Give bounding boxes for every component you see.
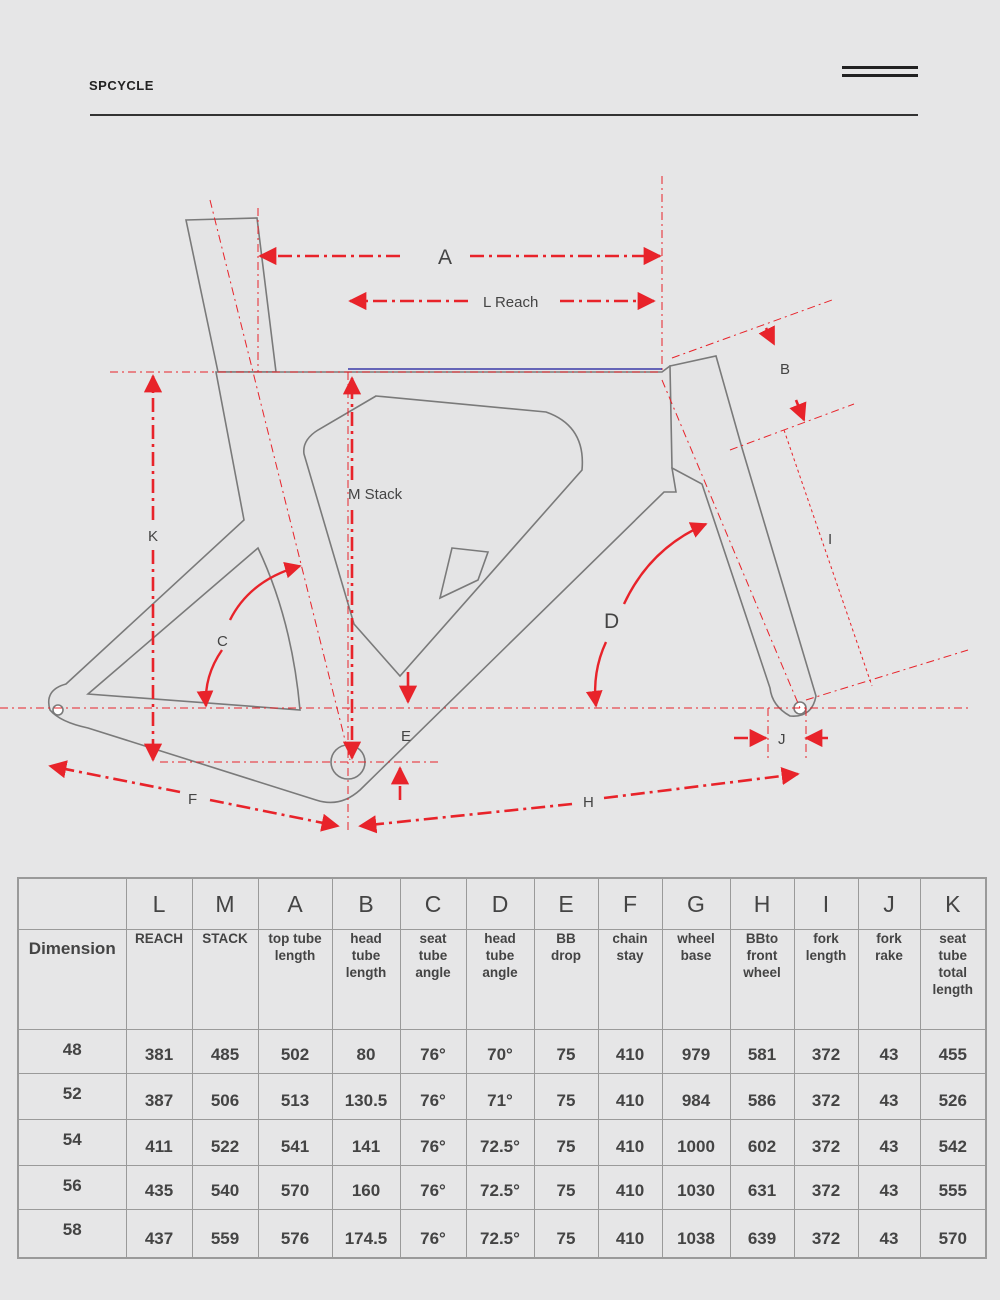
table-cell: 979 — [662, 1030, 730, 1074]
column-letter: E — [534, 878, 598, 930]
column-letter: F — [598, 878, 662, 930]
table-cell: 372 — [794, 1074, 858, 1120]
table-cell: 43 — [858, 1030, 920, 1074]
table-cell: 43 — [858, 1074, 920, 1120]
table-cell: 372 — [794, 1120, 858, 1166]
table-cell: 372 — [794, 1166, 858, 1210]
size-rows — [18, 1030, 986, 1258]
table-cell: 75 — [534, 1210, 598, 1258]
table-cell: 387 — [126, 1074, 192, 1120]
frame-size-cell: 56 — [18, 1166, 126, 1210]
table-cell: 76° — [400, 1030, 466, 1074]
frame-size-cell: 52 — [18, 1074, 126, 1120]
table-cell: 502 — [258, 1030, 332, 1074]
column-description: BBto front wheel — [730, 930, 794, 1030]
table-cell: 80 — [332, 1030, 400, 1074]
column-description: BB drop — [534, 930, 598, 1030]
table-cell: 555 — [920, 1166, 986, 1210]
column-description: STACK — [192, 930, 258, 1030]
column-description: top tube length — [258, 930, 332, 1030]
column-letter: A — [258, 878, 332, 930]
table-cell: 43 — [858, 1166, 920, 1210]
table-cell: 141 — [332, 1120, 400, 1166]
table-cell: 72.5° — [466, 1120, 534, 1166]
rear-dropout — [53, 705, 63, 715]
label-reach: L Reach — [483, 294, 539, 311]
table-cell: 76° — [400, 1166, 466, 1210]
label-b: B — [780, 361, 791, 378]
column-description: fork length — [794, 930, 858, 1030]
column-description: head tube angle — [466, 930, 534, 1030]
table-cell: 76° — [400, 1074, 466, 1120]
column-description: chain stay — [598, 930, 662, 1030]
label-stack: M Stack — [348, 486, 403, 503]
table-cell: 75 — [534, 1166, 598, 1210]
table-cell: 174.5 — [332, 1210, 400, 1258]
table-letter-row — [18, 878, 986, 930]
label-d: D — [604, 610, 620, 633]
table-cell: 72.5° — [466, 1166, 534, 1210]
label-f: F — [188, 791, 198, 808]
table-cell: 1038 — [662, 1210, 730, 1258]
table-cell: 984 — [662, 1074, 730, 1120]
table-cell: 513 — [258, 1074, 332, 1120]
table-cell: 576 — [258, 1210, 332, 1258]
column-description: fork rake — [858, 930, 920, 1030]
table-cell: 1030 — [662, 1166, 730, 1210]
table-cell: 586 — [730, 1074, 794, 1120]
dimension-label: Dimension — [18, 930, 126, 1030]
table-row — [18, 1074, 986, 1120]
table-cell: 1000 — [662, 1120, 730, 1166]
table-cell: 581 — [730, 1030, 794, 1074]
column-description: seat tube total length — [920, 930, 986, 1030]
table-corner — [18, 878, 126, 930]
column-letter: M — [192, 878, 258, 930]
table-cell: 75 — [534, 1074, 598, 1120]
table-cell: 541 — [258, 1120, 332, 1166]
seat-post — [186, 218, 276, 372]
brand-logo-text: SPCYCLE — [89, 78, 154, 93]
table-cell: 372 — [794, 1210, 858, 1258]
column-description: head tube length — [332, 930, 400, 1030]
column-letter: L — [126, 878, 192, 930]
table-cell: 540 — [192, 1166, 258, 1210]
column-letter: C — [400, 878, 466, 930]
table-cell: 410 — [598, 1166, 662, 1210]
table-cell: 526 — [920, 1074, 986, 1120]
column-letter: I — [794, 878, 858, 930]
table-cell: 485 — [192, 1030, 258, 1074]
table-row — [18, 1210, 986, 1258]
table-cell: 130.5 — [332, 1074, 400, 1120]
table-cell: 381 — [126, 1030, 192, 1074]
column-description: wheel base — [662, 930, 730, 1030]
frame-size-cell: 48 — [18, 1030, 126, 1074]
table-cell: 602 — [730, 1120, 794, 1166]
table-cell: 631 — [730, 1166, 794, 1210]
table-cell: 559 — [192, 1210, 258, 1258]
table-cell: 410 — [598, 1210, 662, 1258]
table-cell: 542 — [920, 1120, 986, 1166]
table-cell: 411 — [126, 1120, 192, 1166]
frame-size-cell: 54 — [18, 1120, 126, 1166]
column-letter: B — [332, 878, 400, 930]
table-row — [18, 1030, 986, 1074]
table-row — [18, 1120, 986, 1166]
label-j: J — [778, 731, 786, 748]
label-c: C — [217, 633, 228, 650]
table-cell: 76° — [400, 1210, 466, 1258]
column-letter: K — [920, 878, 986, 930]
column-description: seat tube angle — [400, 930, 466, 1030]
label-a: A — [438, 246, 453, 269]
column-letter: D — [466, 878, 534, 930]
column-letter: H — [730, 878, 794, 930]
table-cell: 43 — [858, 1210, 920, 1258]
table-cell: 639 — [730, 1210, 794, 1258]
geometry-table — [17, 877, 987, 1259]
table-cell: 76° — [400, 1120, 466, 1166]
label-k: K — [148, 528, 159, 545]
table-cell: 437 — [126, 1210, 192, 1258]
table-cell: 43 — [858, 1120, 920, 1166]
table-description-row — [18, 930, 986, 1030]
column-letter: G — [662, 878, 730, 930]
table-cell: 435 — [126, 1166, 192, 1210]
table-cell: 455 — [920, 1030, 986, 1074]
fork — [670, 356, 816, 716]
table-cell: 410 — [598, 1030, 662, 1074]
table-cell: 410 — [598, 1074, 662, 1120]
frame-size-cell: 58 — [18, 1210, 126, 1258]
table-cell: 70° — [466, 1030, 534, 1074]
table-cell: 570 — [258, 1166, 332, 1210]
table-cell: 75 — [534, 1120, 598, 1166]
table-cell: 522 — [192, 1120, 258, 1166]
label-h: H — [583, 794, 594, 811]
table-cell: 71° — [466, 1074, 534, 1120]
label-i: I — [828, 531, 833, 548]
label-e: E — [401, 728, 412, 745]
table-cell: 160 — [332, 1166, 400, 1210]
column-letter: J — [858, 878, 920, 930]
table-cell: 72.5° — [466, 1210, 534, 1258]
bike-frame — [49, 218, 816, 802]
table-cell: 570 — [920, 1210, 986, 1258]
table-cell: 372 — [794, 1030, 858, 1074]
table-cell: 410 — [598, 1120, 662, 1166]
table-cell: 506 — [192, 1074, 258, 1120]
column-description: REACH — [126, 930, 192, 1030]
table-cell: 75 — [534, 1030, 598, 1074]
table-row — [18, 1166, 986, 1210]
